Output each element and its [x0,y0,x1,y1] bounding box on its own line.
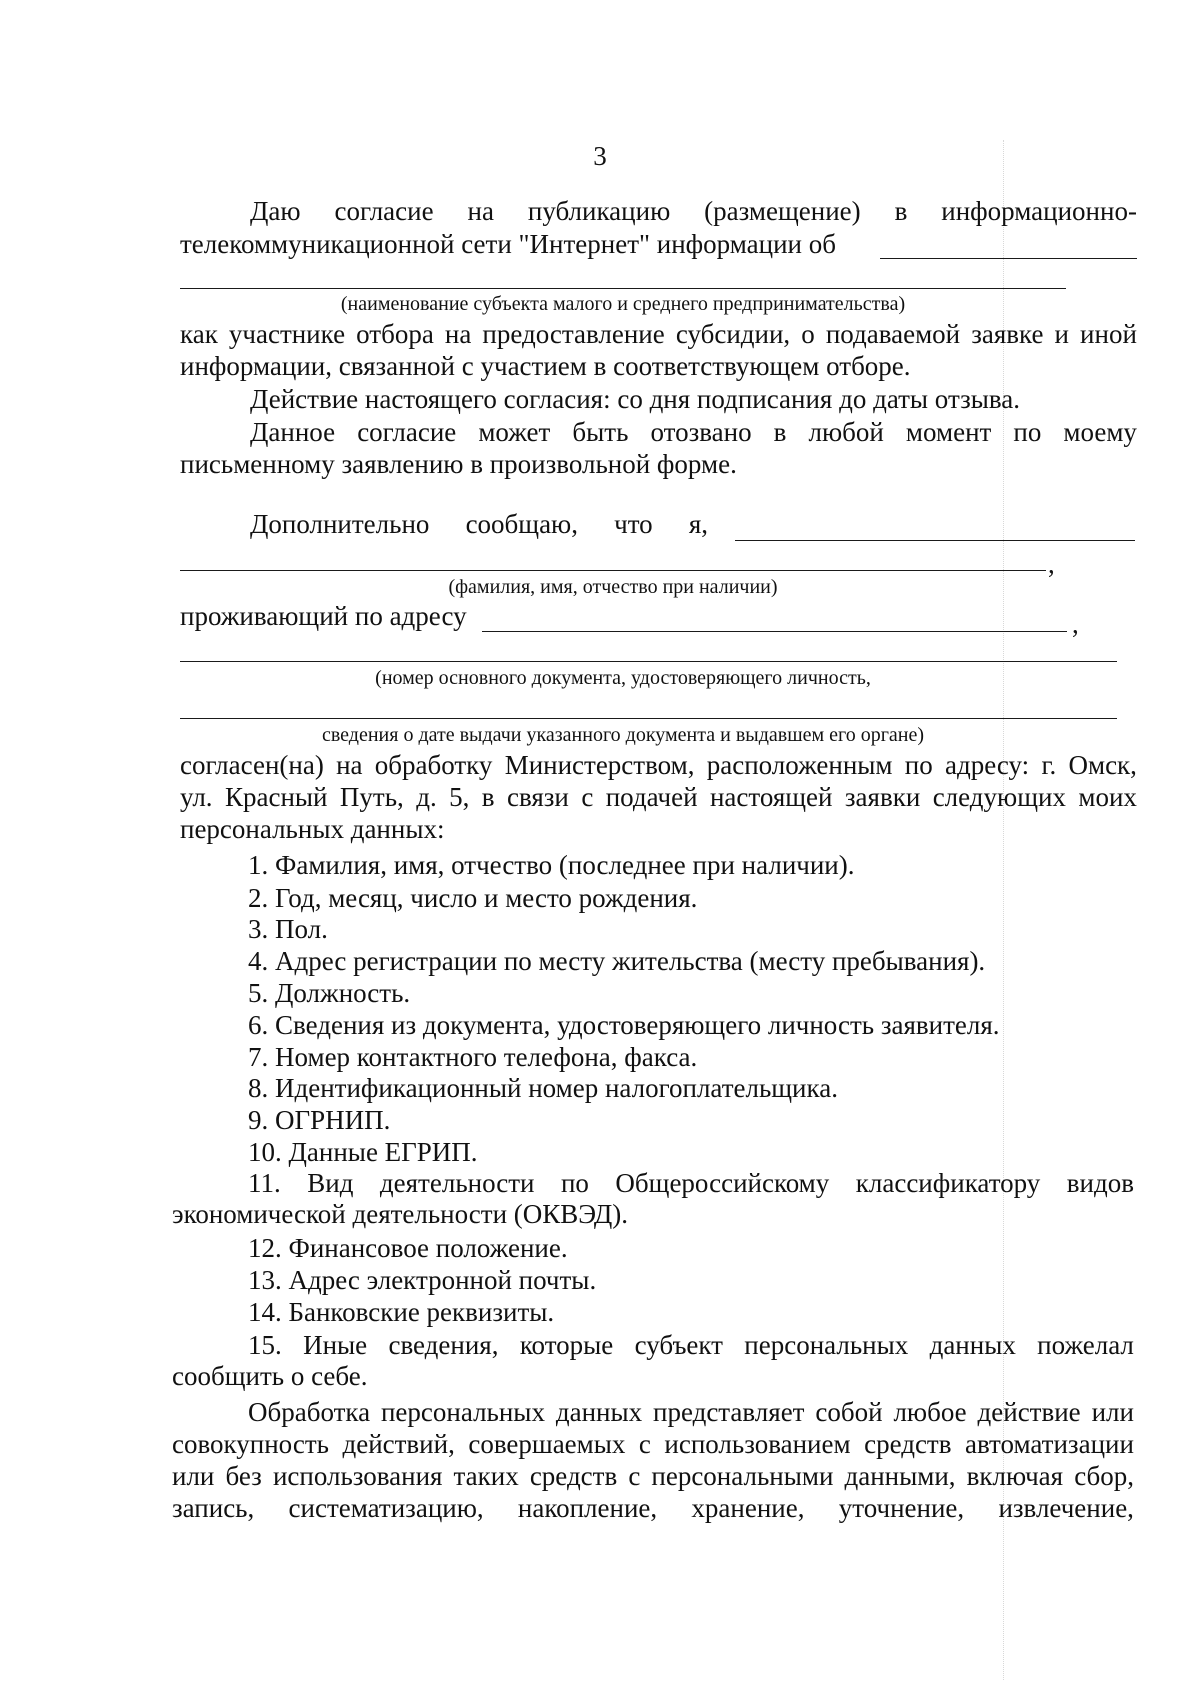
word: Данное [250,417,336,447]
word: данных [555,1397,643,1427]
word: деятельности [379,1168,535,1198]
word: отозвано [650,417,752,447]
word: накопление, [517,1493,658,1523]
word: на [467,196,494,226]
word: запись, [172,1493,255,1523]
word: участнике [228,319,346,349]
list-item: 3. Пол. [248,914,328,944]
word: средств [864,1429,952,1459]
word: по [1013,417,1042,447]
word: согласие [334,196,434,226]
word: как [180,319,218,349]
blank-line-subject[interactable] [880,258,1137,259]
word: Омск, [1068,750,1137,780]
word: быть [572,417,629,447]
word: использованием [664,1429,851,1459]
word: иной [1080,319,1137,349]
word: Министерством, [504,750,695,780]
list-item: 9. ОГРНИП. [248,1105,391,1135]
word: систематизацию, [288,1493,484,1523]
word: сообщаю, [465,509,578,539]
list-item: 14. Банковские реквизиты. [248,1297,555,1327]
word: подачей [605,782,698,812]
word: момент [905,417,992,447]
word: согласие [357,417,457,447]
word: 11. [248,1168,281,1198]
word: Вид [307,1168,354,1198]
word: Иные [303,1330,368,1360]
word: включая [966,1461,1064,1491]
word: настоящей [709,782,833,812]
word: заявки [844,782,921,812]
caption-fio: (фамилия, имя, отчество при наличии) [448,576,778,598]
word: автоматизации [965,1429,1134,1459]
word: данными, [844,1461,956,1491]
list-item: 6. Сведения из документа, удостоверяющего личность заявителя. [248,1010,1000,1040]
word: уточнение, [838,1493,965,1523]
word: без [225,1461,262,1491]
word: Даю [250,196,301,226]
word: в [773,417,787,447]
para4-line1 [250,508,708,540]
list-item: 7. Номер контактного телефона, факса. [248,1042,698,1072]
word: подаваемой [825,319,961,349]
para1-line1 [250,195,1137,227]
word: или [172,1461,215,1491]
blank-line-fio-2[interactable] [180,570,1046,571]
para3-line1 [250,416,1137,448]
consent-line [180,749,1137,781]
blank-line-subject-full[interactable] [180,288,1066,289]
word: средств [529,1461,618,1491]
list-item: 4. Адрес регистрации по месту жительства (месту пребывания). [248,946,986,976]
word: субсидии, [675,319,791,349]
blank-line-fio-1[interactable] [735,540,1135,541]
para2: Действие настоящего согласия: со дня подписания до даты отзыва. [250,384,1021,414]
word: пожелал [1037,1330,1134,1360]
list-item-15-line1 [248,1329,1134,1361]
word: 15. [248,1330,282,1360]
word: в [894,196,908,226]
word: заявке [971,319,1044,349]
word: я, [688,509,708,539]
word: совокупность [172,1429,329,1459]
final-para-line1 [248,1396,1134,1428]
word: таких [453,1461,519,1491]
list-item: 12. Финансовое положение. [248,1233,568,1263]
address-label: проживающий по адресу [180,601,467,631]
caption-doc-2: сведения о дате выдачи указанного документа и выдавшем его органе) [321,724,925,746]
word: моему [1063,417,1137,447]
word: в [481,782,495,812]
final-para-line4 [172,1492,1134,1524]
list-item-11-line2: экономической деятельности (ОКВЭД). [172,1199,629,1229]
word: (размещение) [704,196,861,226]
word: персональных [744,1330,909,1360]
word: которые [519,1330,614,1360]
word: персональными [651,1461,834,1491]
word: или [1091,1397,1134,1427]
word: г. [1041,750,1057,780]
page-number: 3 [593,141,607,171]
para1-line4: информации, связанной с участием в соответствующем отборе. [180,351,911,381]
word: предоставление [482,319,665,349]
final-para-line3 [172,1460,1134,1492]
blank-line-document[interactable] [180,718,1117,719]
word: согласен(на) [180,750,324,780]
list-item-15-line2: сообщить о себе. [172,1361,368,1391]
word: действие [977,1397,1081,1427]
word: персональных [380,1397,545,1427]
word: информационно- [941,196,1137,226]
word: данных [929,1330,1016,1360]
word: связи [506,782,569,812]
word: Красный [224,782,328,812]
word: действий, [342,1429,455,1459]
para1-line3 [180,318,1137,350]
word: д. [416,782,437,812]
personal-data-line: персональных данных: [180,814,445,844]
word: любой [808,417,884,447]
blank-line-address-2[interactable] [180,661,1117,662]
word: по [904,750,933,780]
word: адресу: [945,750,1030,780]
list-item-11-line1 [248,1167,1134,1199]
caption-subject: (наименование субъекта малого и среднего предпринимательства) [340,293,906,315]
word: с [581,782,594,812]
word: Общероссийскому [615,1168,830,1198]
para3-line2: письменному заявлению в произвольной форме. [180,449,737,479]
word: Дополнительно [250,509,430,539]
comma-address: , [1072,609,1079,639]
word: расположенным [706,750,893,780]
word: представляет [653,1397,805,1427]
word: отбора [356,319,434,349]
word: и [1054,319,1069,349]
word: сведения, [388,1330,499,1360]
list-item: 5. Должность. [248,978,411,1008]
word: обработку [374,750,493,780]
para1-line2: телекоммуникационной сети "Интернет" информации об [180,229,836,259]
word: извлечение, [998,1493,1134,1523]
word: собой [815,1397,883,1427]
word: с [628,1461,641,1491]
word: ул. [180,782,213,812]
word: классификатору [855,1168,1041,1198]
word: 5, [449,782,470,812]
word: по [560,1168,589,1198]
word: что [614,509,653,539]
comma-fio: , [1048,549,1055,579]
word: публикацию [527,196,671,226]
final-para-line2 [172,1428,1134,1460]
word: может [478,417,551,447]
list-item: 13. Адрес электронной почты. [248,1265,597,1295]
word: совершаемых [468,1429,626,1459]
caption-doc-1: (номер основного документа, удостоверяющего личность, [375,667,871,689]
word: на [444,319,472,349]
word: Обработка [248,1397,371,1427]
word: о [801,319,815,349]
address-line [180,781,1137,813]
word: моих [1078,782,1137,812]
list-item: 10. Данные ЕГРИП. [248,1137,478,1167]
list-item: 1. Фамилия, имя, отчество (последнее при наличии). [248,850,855,880]
list-item: 2. Год, месяц, число и место рождения. [248,883,698,913]
word: Путь, [339,782,404,812]
list-item: 8. Идентификационный номер налогоплательщика. [248,1073,838,1103]
word: любое [893,1397,967,1427]
word: субъект [634,1330,723,1360]
blank-line-address[interactable] [482,631,1067,632]
word: видов [1066,1168,1134,1198]
word: хранение, [691,1493,805,1523]
word: с [638,1429,651,1459]
word: использования [272,1461,443,1491]
word: следующих [932,782,1066,812]
word: на [336,750,363,780]
word: сбор, [1074,1461,1134,1491]
